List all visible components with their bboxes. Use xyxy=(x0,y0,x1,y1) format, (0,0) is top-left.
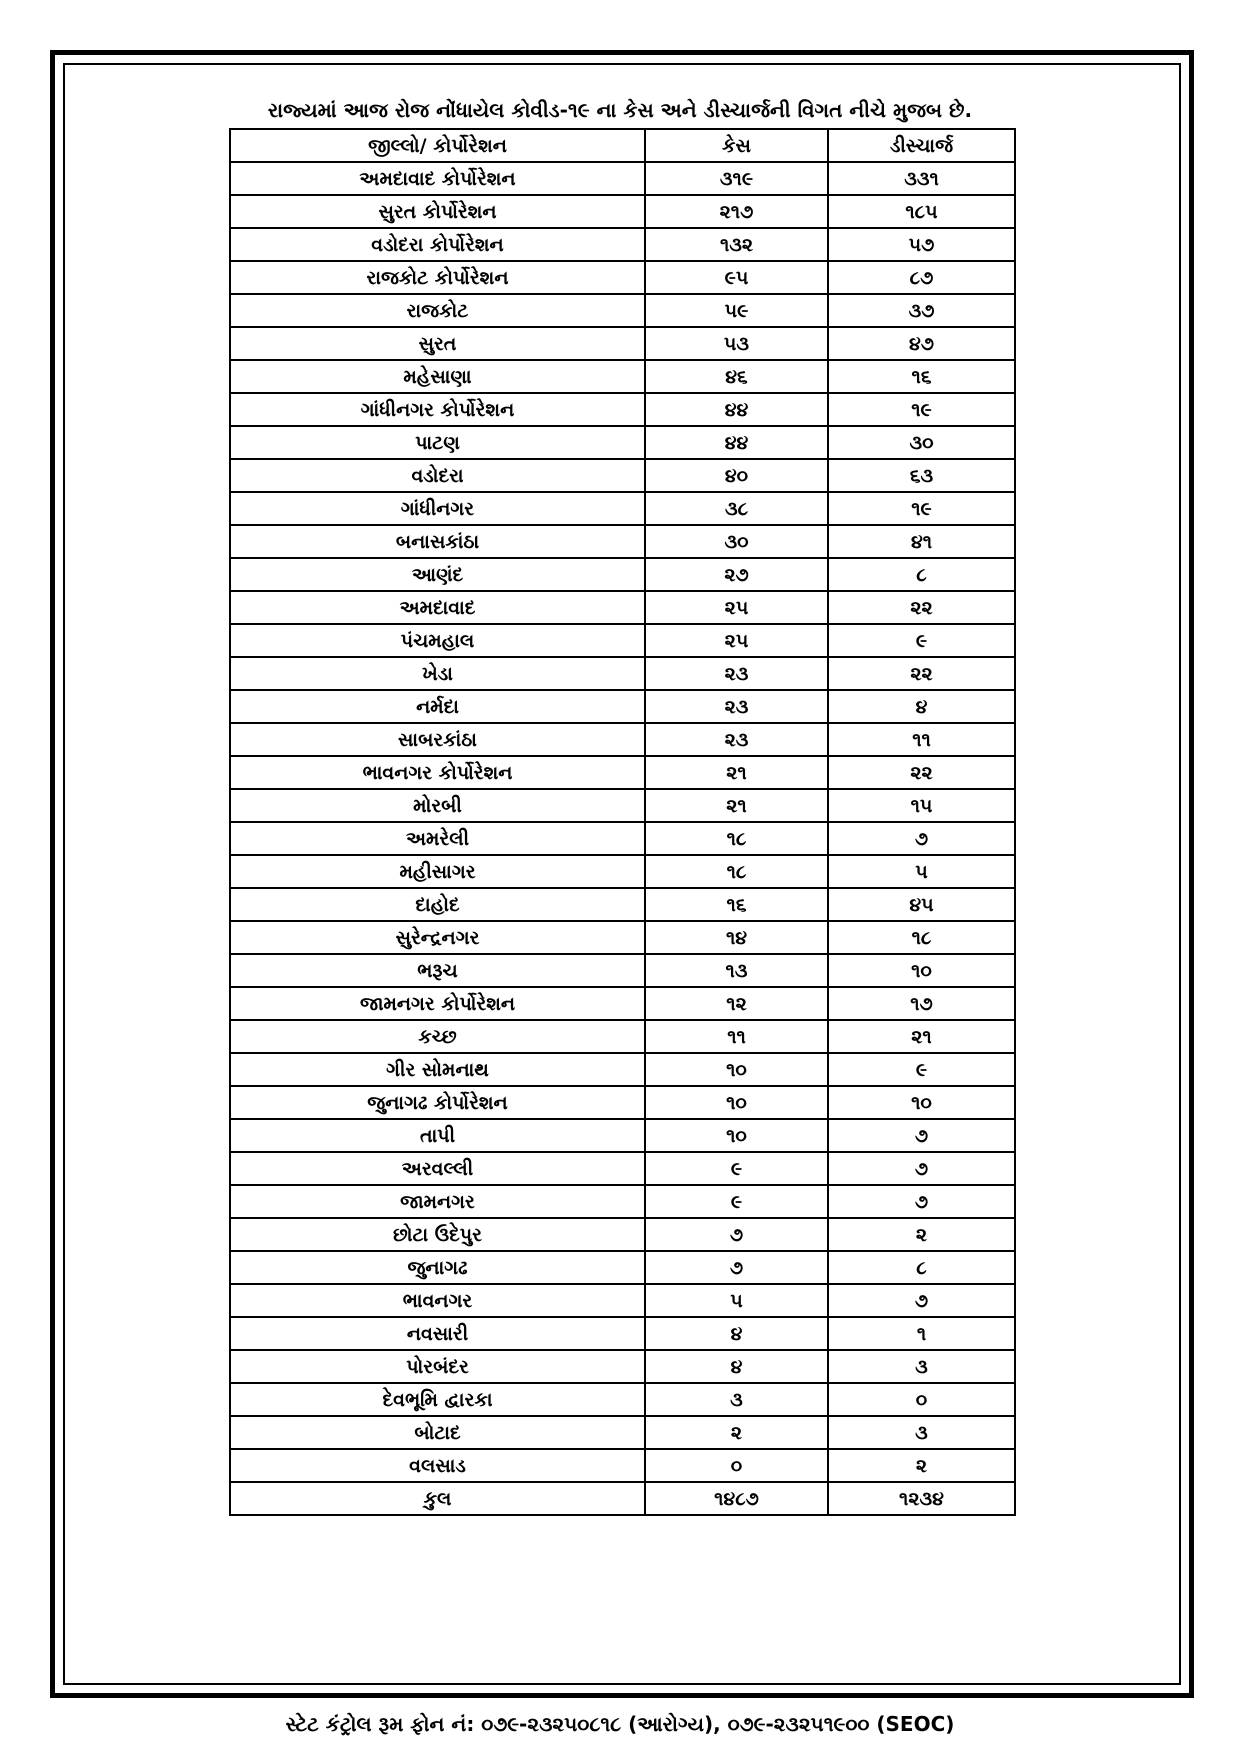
discharge-cell: ૮૭ xyxy=(828,261,1015,294)
discharge-cell: ૧૯ xyxy=(828,492,1015,525)
table-row xyxy=(230,954,1015,987)
table-row xyxy=(230,1218,1015,1251)
covid-cases-table xyxy=(229,128,1016,1516)
cases-cell: ૨ xyxy=(645,1416,828,1449)
table-row xyxy=(230,888,1015,921)
district-cell: નવસારી xyxy=(230,1317,645,1350)
cases-cell: ૨૫ xyxy=(645,591,828,624)
discharge-cell: ૩ xyxy=(828,1350,1015,1383)
discharge-cell: ૧૯ xyxy=(828,393,1015,426)
discharge-cell: ૭ xyxy=(828,1284,1015,1317)
discharge-cell: ૩૭ xyxy=(828,294,1015,327)
district-cell: અરવલ્લી xyxy=(230,1152,645,1185)
table-row xyxy=(230,1251,1015,1284)
district-cell: વડોદરા કોર્પોરેશન xyxy=(230,228,645,261)
district-cell: જુનાગઢ xyxy=(230,1251,645,1284)
district-cell: સુરેન્દ્રનગર xyxy=(230,921,645,954)
table-row xyxy=(230,294,1015,327)
district-cell: પંચમહાલ xyxy=(230,624,645,657)
cases-cell: ૧૧ xyxy=(645,1020,828,1053)
district-cell: સાબરકાંઠા xyxy=(230,723,645,756)
total-label: કુલ xyxy=(230,1482,645,1515)
district-cell: વલસાડ xyxy=(230,1449,645,1482)
district-cell: નર્મદા xyxy=(230,690,645,723)
table-row xyxy=(230,162,1015,195)
district-cell: ખેડા xyxy=(230,657,645,690)
cases-cell: ૪૬ xyxy=(645,360,828,393)
cases-cell: ૪૪ xyxy=(645,426,828,459)
discharge-cell: ૩૦ xyxy=(828,426,1015,459)
table-row xyxy=(230,492,1015,525)
table-row xyxy=(230,558,1015,591)
discharge-cell: ૮ xyxy=(828,558,1015,591)
discharge-cell: ૧૬ xyxy=(828,360,1015,393)
header-cases: કેસ xyxy=(645,129,828,162)
cases-cell: ૨૧૭ xyxy=(645,195,828,228)
discharge-cell: ૯ xyxy=(828,624,1015,657)
table-row xyxy=(230,360,1015,393)
cases-cell: ૯ xyxy=(645,1152,828,1185)
table-row xyxy=(230,690,1015,723)
cases-cell: ૪ xyxy=(645,1350,828,1383)
district-cell: ગાંધીનગર કોર્પોરેશન xyxy=(230,393,645,426)
district-cell: રાજકોટ xyxy=(230,294,645,327)
cases-cell: ૧૦ xyxy=(645,1119,828,1152)
cases-cell: ૩૦ xyxy=(645,525,828,558)
discharge-cell: ૧૦ xyxy=(828,1086,1015,1119)
cases-cell: ૦ xyxy=(645,1449,828,1482)
table-row xyxy=(230,1350,1015,1383)
district-cell: પાટણ xyxy=(230,426,645,459)
district-cell: રાજકોટ કોર્પોરેશન xyxy=(230,261,645,294)
cases-cell: ૪૪ xyxy=(645,393,828,426)
table-row xyxy=(230,822,1015,855)
cases-cell: ૧૪ xyxy=(645,921,828,954)
cases-cell: ૧૬ xyxy=(645,888,828,921)
table-row xyxy=(230,624,1015,657)
table-row xyxy=(230,723,1015,756)
district-cell: ગીર સોમનાથ xyxy=(230,1053,645,1086)
cases-cell: ૩૮ xyxy=(645,492,828,525)
discharge-cell: ૧ xyxy=(828,1317,1015,1350)
discharge-cell: ૨૨ xyxy=(828,591,1015,624)
district-cell: જામનગર કોર્પોરેશન xyxy=(230,987,645,1020)
discharge-cell: ૭ xyxy=(828,1152,1015,1185)
discharge-cell: ૮ xyxy=(828,1251,1015,1284)
discharge-cell: ૧૧ xyxy=(828,723,1015,756)
table-row xyxy=(230,1152,1015,1185)
table-row xyxy=(230,657,1015,690)
cases-cell: ૯ xyxy=(645,1185,828,1218)
table-row xyxy=(230,855,1015,888)
cases-cell: ૭ xyxy=(645,1218,828,1251)
discharge-cell: ૩૩૧ xyxy=(828,162,1015,195)
discharge-cell: ૫૭ xyxy=(828,228,1015,261)
table-row xyxy=(230,789,1015,822)
table-row xyxy=(230,1449,1015,1482)
district-cell: ગાંધીનગર xyxy=(230,492,645,525)
district-cell: મહેસાણા xyxy=(230,360,645,393)
discharge-cell: ૭ xyxy=(828,822,1015,855)
cases-cell: ૧૩ xyxy=(645,954,828,987)
discharge-cell: ૫ xyxy=(828,855,1015,888)
discharge-cell: ૪ xyxy=(828,690,1015,723)
discharge-cell: ૭ xyxy=(828,1185,1015,1218)
table-row xyxy=(230,591,1015,624)
cases-cell: ૨૧ xyxy=(645,756,828,789)
table-row xyxy=(230,987,1015,1020)
district-cell: તાપી xyxy=(230,1119,645,1152)
table-row xyxy=(230,1185,1015,1218)
cases-cell: ૫ xyxy=(645,1284,828,1317)
cases-cell: ૨૩ xyxy=(645,657,828,690)
table-row xyxy=(230,1416,1015,1449)
table-row xyxy=(230,1119,1015,1152)
district-cell: સુરત કોર્પોરેશન xyxy=(230,195,645,228)
district-cell: આણંદ xyxy=(230,558,645,591)
table-row xyxy=(230,261,1015,294)
cases-cell: ૫૯ xyxy=(645,294,828,327)
table-total-row xyxy=(230,1482,1015,1515)
district-cell: પોરબંદર xyxy=(230,1350,645,1383)
discharge-cell: ૯ xyxy=(828,1053,1015,1086)
discharge-cell: ૧૮૫ xyxy=(828,195,1015,228)
district-cell: અમરેલી xyxy=(230,822,645,855)
header-district: જીલ્લો/ કોર્પોરેશન xyxy=(230,129,645,162)
cases-cell: ૫૩ xyxy=(645,327,828,360)
district-cell: બનાસકાંઠા xyxy=(230,525,645,558)
cases-cell: ૪૦ xyxy=(645,459,828,492)
discharge-cell: ૧૭ xyxy=(828,987,1015,1020)
district-cell: ભાવનગર કોર્પોરેશન xyxy=(230,756,645,789)
total-discharge: ૧૨૩૪ xyxy=(828,1482,1015,1515)
district-cell: દાહોદ xyxy=(230,888,645,921)
table-row xyxy=(230,525,1015,558)
discharge-cell: ૨૨ xyxy=(828,657,1015,690)
cases-cell: ૪ xyxy=(645,1317,828,1350)
discharge-cell: ૭ xyxy=(828,1119,1015,1152)
table-row xyxy=(230,327,1015,360)
district-cell: સુરત xyxy=(230,327,645,360)
district-cell: વડોદરા xyxy=(230,459,645,492)
table-row xyxy=(230,195,1015,228)
discharge-cell: ૨ xyxy=(828,1449,1015,1482)
cases-cell: ૧૦ xyxy=(645,1053,828,1086)
cases-cell: ૧૮ xyxy=(645,822,828,855)
district-cell: જામનગર xyxy=(230,1185,645,1218)
district-cell: ભાવનગર xyxy=(230,1284,645,1317)
discharge-cell: ૪૫ xyxy=(828,888,1015,921)
table-row xyxy=(230,393,1015,426)
discharge-cell: ૧૦ xyxy=(828,954,1015,987)
document-heading: રાજ્યમાં આજ રોજ નોંધાયેલ કોવીડ-૧૯ ના કેસ અને ડીસ્ચાર્જની વિગત નીચે મુજબ છે. xyxy=(267,98,973,122)
district-cell: કચ્છ xyxy=(230,1020,645,1053)
cases-cell: ૯૫ xyxy=(645,261,828,294)
table-row xyxy=(230,1284,1015,1317)
district-cell: છોટા ઉદેપુર xyxy=(230,1218,645,1251)
cases-cell: ૨૫ xyxy=(645,624,828,657)
footer-contact: સ્ટેટ કંટ્રોલ રૂમ ફોન નં: ૦૭૯-૨૩૨૫૦૮૧૮ (આરોગ્ય), ૦૭૯-૨૩૨૫૧૯૦૦ (SEOC) xyxy=(285,1712,955,1736)
table-row xyxy=(230,1020,1015,1053)
table-row xyxy=(230,426,1015,459)
discharge-cell: ૧૮ xyxy=(828,921,1015,954)
total-cases: ૧૪૮૭ xyxy=(645,1482,828,1515)
cases-cell: ૧૩૨ xyxy=(645,228,828,261)
cases-cell: ૨૩ xyxy=(645,723,828,756)
cases-cell: ૧૮ xyxy=(645,855,828,888)
discharge-cell: ૪૧ xyxy=(828,525,1015,558)
table-header-row xyxy=(230,129,1015,162)
district-cell: મહીસાગર xyxy=(230,855,645,888)
district-cell: અમદાવાદ કોર્પોરેશન xyxy=(230,162,645,195)
table-row xyxy=(230,921,1015,954)
table-row xyxy=(230,1383,1015,1416)
table-row xyxy=(230,756,1015,789)
cases-cell: ૩ xyxy=(645,1383,828,1416)
district-cell: ભરૂચ xyxy=(230,954,645,987)
district-cell: મોરબી xyxy=(230,789,645,822)
discharge-cell: ૩ xyxy=(828,1416,1015,1449)
cases-cell: ૧૦ xyxy=(645,1086,828,1119)
header-discharge: ડીસ્ચાર્જ xyxy=(828,129,1015,162)
discharge-cell: ૨૧ xyxy=(828,1020,1015,1053)
table-row xyxy=(230,1086,1015,1119)
table-row xyxy=(230,1317,1015,1350)
district-cell: અમદાવાદ xyxy=(230,591,645,624)
district-cell: જુનાગઢ કોર્પોરેશન xyxy=(230,1086,645,1119)
district-cell: બોટાદ xyxy=(230,1416,645,1449)
table-row xyxy=(230,459,1015,492)
discharge-cell: ૬૩ xyxy=(828,459,1015,492)
discharge-cell: ૨ xyxy=(828,1218,1015,1251)
discharge-cell: ૪૭ xyxy=(828,327,1015,360)
district-cell: દેવભૂમિ દ્વારકા xyxy=(230,1383,645,1416)
cases-cell: ૧૨ xyxy=(645,987,828,1020)
discharge-cell: ૦ xyxy=(828,1383,1015,1416)
table-row xyxy=(230,228,1015,261)
table-body xyxy=(230,162,1015,1482)
cases-cell: ૨૭ xyxy=(645,558,828,591)
cases-cell: ૭ xyxy=(645,1251,828,1284)
cases-cell: ૨૧ xyxy=(645,789,828,822)
discharge-cell: ૧૫ xyxy=(828,789,1015,822)
cases-cell: ૩૧૯ xyxy=(645,162,828,195)
table-row xyxy=(230,1053,1015,1086)
cases-cell: ૨૩ xyxy=(645,690,828,723)
discharge-cell: ૨૨ xyxy=(828,756,1015,789)
